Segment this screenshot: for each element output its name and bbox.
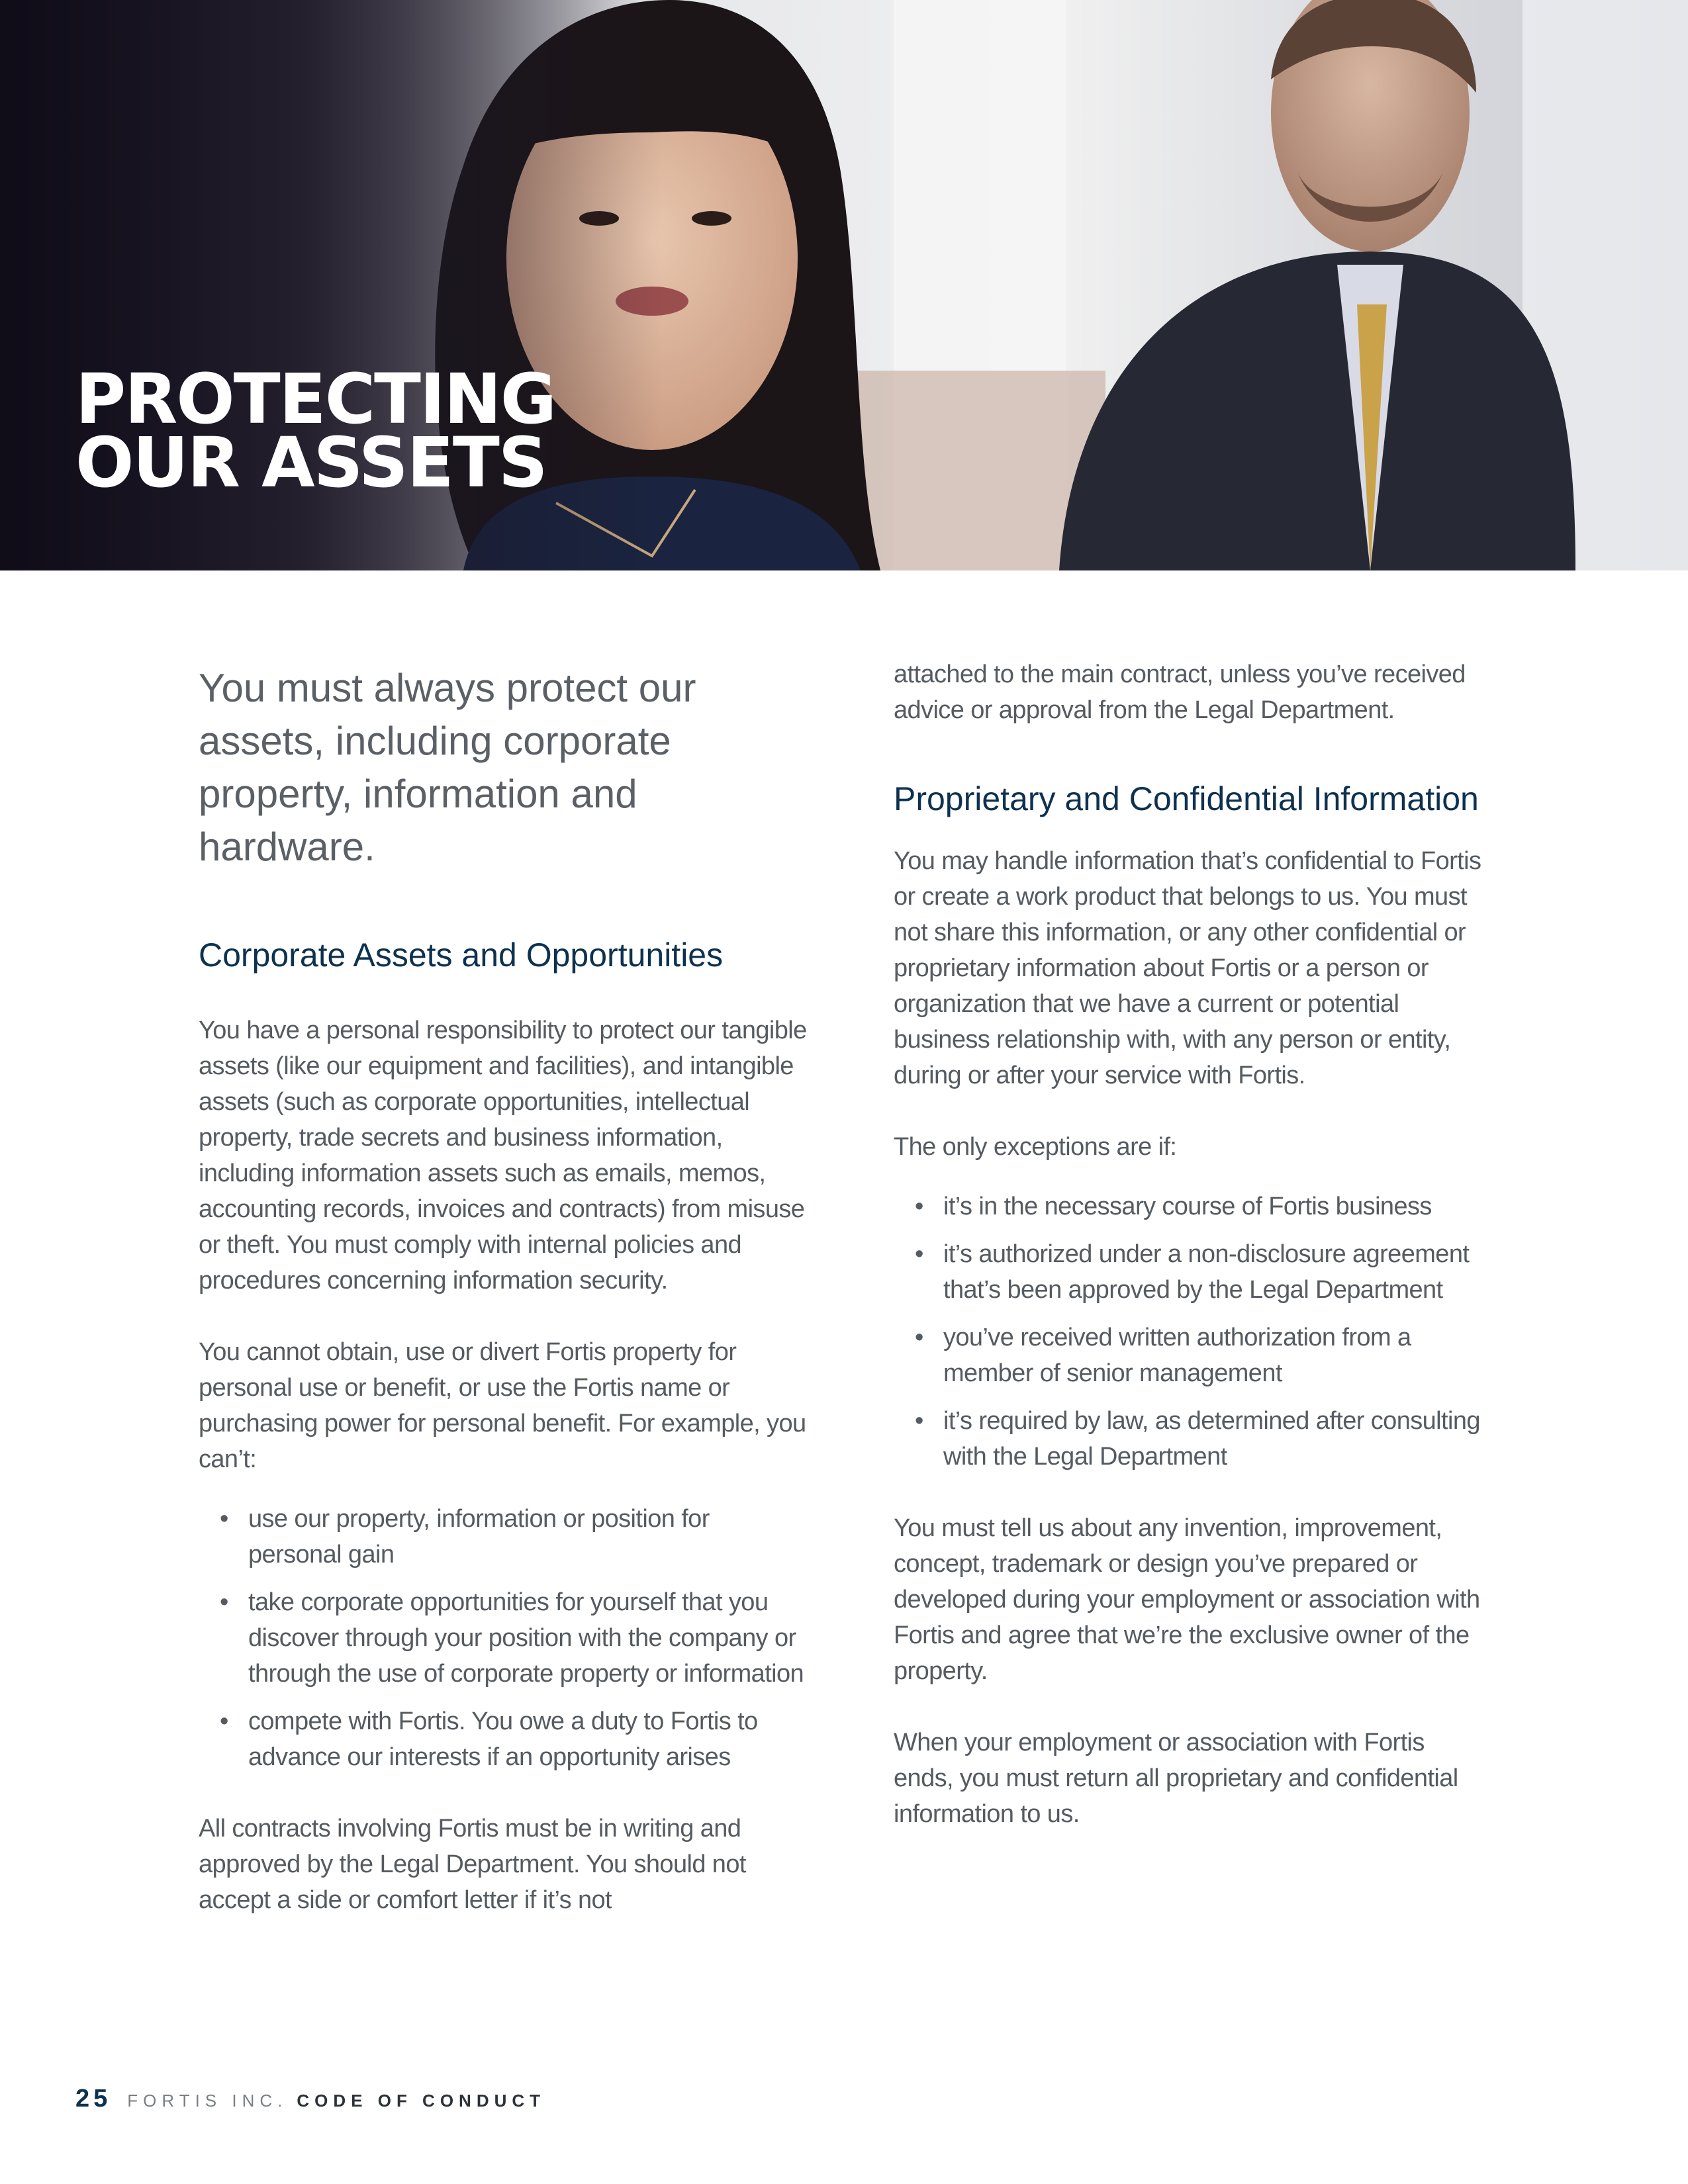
bullet-icon: • [915, 1240, 923, 1268]
footer-document-title: CODE OF CONDUCT [297, 2091, 546, 2111]
paragraph-contracts-continued: attached to the main contract, unless you’ve received advice or approval from the Legal Department. [894, 660, 1466, 724]
intro-statement: You must always protect our assets, including corporate property, information and hardware. [199, 666, 696, 869]
list-item [894, 1403, 1489, 1475]
bullet-list-prohibited [199, 1501, 808, 1775]
section-heading-corporate-assets: Corporate Assets and Opportunities [199, 936, 724, 974]
paragraph-return-information: When your employment or association with Fortis ends, you must return all proprietary and confidential information to us. [894, 1729, 1458, 1828]
bullet-icon: • [915, 1193, 923, 1220]
list-item-text: you’ve received written authorization from a member of senior management [943, 1324, 1411, 1387]
bullet-icon: • [220, 1707, 228, 1735]
paragraph-personal-responsibility: You have a personal responsibility to protect our tangible assets (like our equipment and facilities), and intangible assets (such as corporate opportunities, intellectual property, trade secrets and business information, including information assets such as emails, memos, accounting records, invoices and contracts) from misuse or theft. You must comply with internal policies and procedures concerning information security. [199, 1017, 807, 1295]
page-title [75, 359, 556, 503]
page-footer [75, 2085, 545, 2118]
list-item-text: take corporate opportunities for yourself that you discover through your position with the company or through the use of corporate property or information [248, 1588, 804, 1688]
list-item-text: compete with Fortis. You owe a duty to Fortis to advance our interests if an opportunity arises [248, 1707, 758, 1771]
bullet-icon: • [220, 1588, 228, 1616]
paragraph-inventions: You must tell us about any invention, improvement, concept, trademark or design you’ve prepared or developed during your employment or association with Fortis and agree that we’re the exclusive owner of the property. [894, 1514, 1480, 1685]
list-item [894, 1236, 1489, 1308]
paragraph-contracts: All contracts involving Fortis must be in writing and approved by the Legal Department. You should not accept a side or comfort letter if it’s not [199, 1815, 746, 1914]
bullet-icon: • [915, 1407, 923, 1435]
footer-company: FORTIS INC. [127, 2091, 288, 2111]
list-item [894, 1189, 1489, 1224]
page-number: 25 [75, 2085, 112, 2113]
list-item [199, 1501, 808, 1572]
section-heading-proprietary-information: Proprietary and Confidential Information [894, 780, 1479, 817]
right-column [894, 662, 1489, 1868]
list-item-text: it’s authorized under a non-disclosure agreement that’s been approved by the Legal Department [943, 1240, 1470, 1304]
paragraph-fortis-property: You cannot obtain, use or divert Fortis property for personal use or benefit, or use the Fortis name or purchasing power for personal benefit. For example, you can’t: [199, 1338, 806, 1473]
list-item-text: use our property, information or position for personal gain [248, 1505, 710, 1569]
list-item-text: it’s in the necessary course of Fortis business [943, 1193, 1432, 1220]
bullet-icon: • [220, 1505, 228, 1533]
page-title-line-2: OUR ASSETS [75, 422, 547, 503]
hero-banner [0, 0, 1688, 570]
bullet-list-exceptions [894, 1189, 1489, 1475]
paragraph-exceptions-intro: The only exceptions are if: [894, 1133, 1177, 1161]
page-title-line-1: PROTECTING [75, 359, 556, 439]
paragraph-confidential-information: You may handle information that’s confidential to Fortis or create a work product that belongs to us. You must not share this information, or any other confidential or proprietary information about Fortis or a person or organization that we have a current or potential business relationship with, with any person or entity, during or after your service with Fortis. [894, 847, 1481, 1089]
list-item-text: it’s required by law, as determined after consulting with the Legal Department [943, 1407, 1480, 1471]
left-column [199, 662, 808, 1954]
list-item [199, 1584, 808, 1692]
list-item [894, 1320, 1489, 1391]
bullet-icon: • [915, 1324, 923, 1351]
list-item [199, 1704, 808, 1775]
